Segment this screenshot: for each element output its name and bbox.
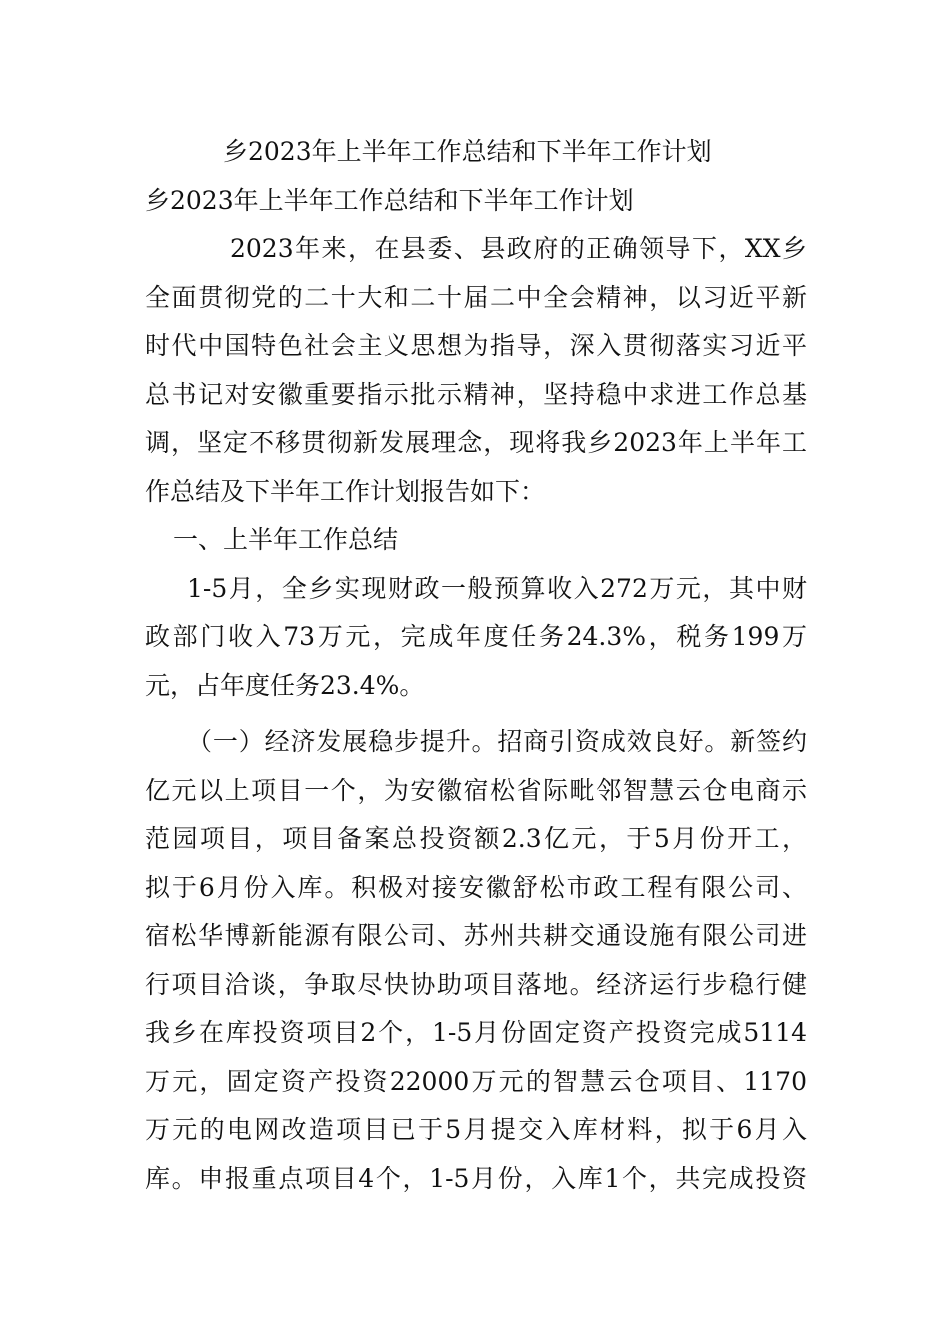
intro-paragraph <box>145 225 807 516</box>
section-title: 一、上半年工作总结 <box>173 525 399 554</box>
paragraph-line: 2023年来，在县委、县政府的正确领导下，XX乡 <box>230 234 807 263</box>
document-subheading: 乡2023年上半年工作总结和下半年工作计划 <box>145 185 634 215</box>
document-heading: 乡2023年上半年工作总结和下半年工作计划 <box>223 137 712 166</box>
paragraph-line: 行项目洽谈，争取尽快协助项目落地。经济运行步稳行健 <box>145 969 807 999</box>
finance-paragraph <box>145 565 807 711</box>
paragraph-line: 作总结及下半年工作计划报告如下： <box>145 476 546 506</box>
paragraph-line: 1-5月，全乡实现财政一般预算收入272万元，其中财 <box>187 573 807 603</box>
paragraph-line: 亿元以上项目一个，为安徽宿松省际毗邻智慧云仓电商示 <box>145 775 807 805</box>
paragraph-line: 我乡在库投资项目2个，1-5月份固定资产投资完成5114 <box>145 1018 807 1047</box>
paragraph-line: 万元的电网改造项目已于5月提交入库材料，拟于6月入 <box>145 1115 807 1144</box>
paragraph-line: 万元，固定资产投资22000万元的智慧云仓项目、1170 <box>145 1066 807 1096</box>
paragraph-line: 库。申报重点项目4个，1-5月份，入库1个，共完成投资 <box>145 1163 807 1193</box>
paragraph-line: （一）经济发展稳步提升。招商引资成效良好。新签约 <box>187 727 807 756</box>
paragraph-line: 范园项目，项目备案总投资额2.3亿元，于5月份开工， <box>145 824 807 853</box>
paragraph-line: 时代中国特色社会主义思想为指导，深入贯彻落实习近平 <box>145 331 807 360</box>
paragraph-line: 政部门收入73万元，完成年度任务24.3%，税务199万 <box>145 622 807 651</box>
paragraph-line: 元，占年度任务23.4%。 <box>145 670 425 700</box>
paragraph-line: 全面贯彻党的二十大和二十届二中全会精神，以习近平新 <box>145 282 807 312</box>
paragraph-line: 拟于6月份入库。积极对接安徽舒松市政工程有限公司、 <box>145 872 807 902</box>
paragraph-line: 总书记对安徽重要指示批示精神，坚持稳中求进工作总基 <box>145 379 807 409</box>
economy-paragraph <box>145 718 807 1203</box>
paragraph-line: 宿松华博新能源有限公司、苏州共耕交通设施有限公司进 <box>145 921 807 950</box>
document-page <box>145 128 807 1203</box>
paragraph-line: 调，坚定不移贯彻新发展理念，现将我乡2023年上半年工 <box>145 428 807 457</box>
